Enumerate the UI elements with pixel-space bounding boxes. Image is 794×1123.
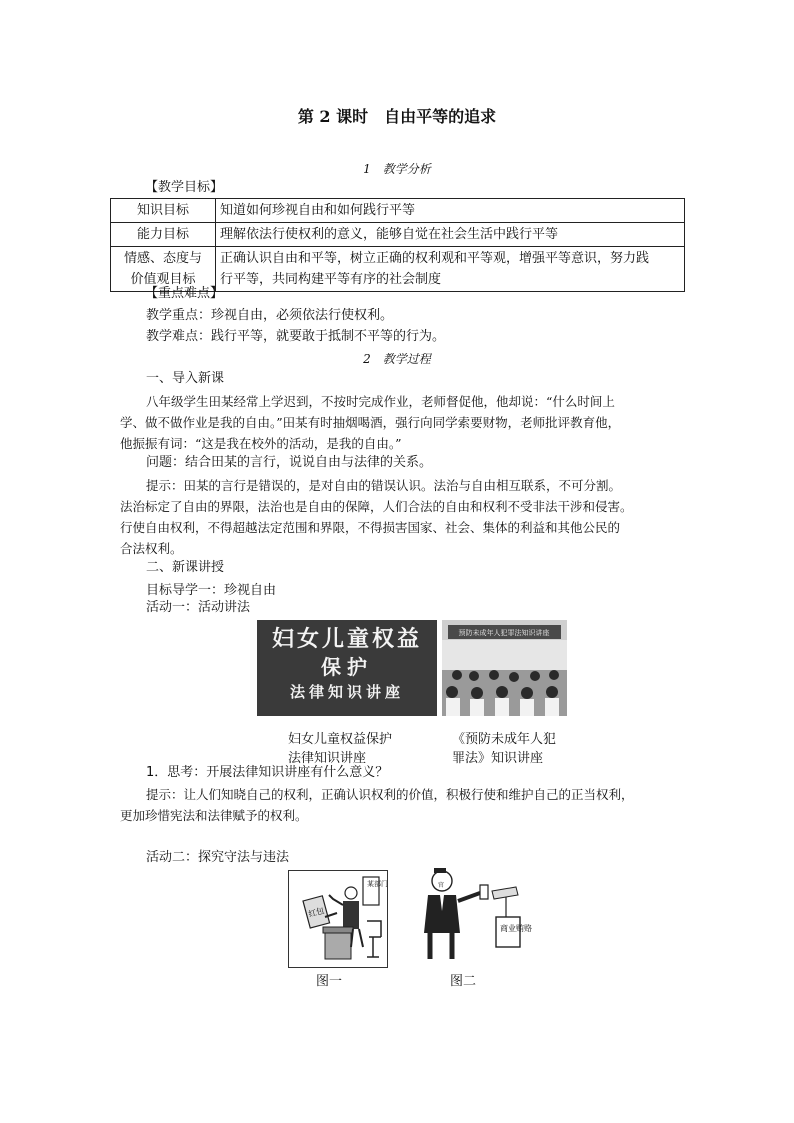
section-heading-process: 2 教学过程 [363,352,431,366]
hint-line: 行使自由权利，不得超越法定范围和界限，不得损害国家、社会、集体的利益和其他公民的 [120,520,621,535]
goal-key: 知识目标 [111,199,216,223]
hint-line: 更加珍惜宪法和法律赋予的权利。 [120,808,308,823]
hint-line: 提示：让人们知晓自己的权利，正确认识权利的价值，积极行使和维护自己的正当权利， [146,787,634,802]
part1-heading: 一、导入新课 [146,371,225,386]
goal-key-line: 价值观目标 [130,272,196,287]
hint-line: 法治标定了自由的界限，法治也是自由的保障，人们合法的自由和权利不受非法干涉和侵害。 [120,499,633,514]
page-title: 第 2 课时 自由平等的追求 [297,107,497,126]
caption-fig1: 图一 [316,974,343,989]
bribe-tag-label: 商业贿赂 [500,924,532,933]
think-question-1: 1．思考：开展法律知识讲座有什么意义？ [146,765,389,780]
question: 问题：结合田某的言行，说说自由与法律的关系。 [146,455,433,470]
lecture-poster-image [257,620,437,716]
cartoon-refuse-red-envelope [288,870,388,968]
dept-sign-label: 某部门 [367,880,387,888]
cartoon-fig2 [420,865,535,965]
activity-1: 活动一：活动讲法 [146,600,251,615]
red-envelope-label: 红包 [307,906,326,919]
activity-2: 活动二：探究守法与违法 [146,850,290,865]
hint-paragraph [120,475,676,559]
story-line: 八年级学生田某经常上学迟到，不按时完成作业，老师督促他，他却说：“什么时间上 [146,394,615,409]
cartoon-refuse-bribe [420,865,535,965]
goal-value [216,247,685,292]
lecture-photo-image [442,620,567,716]
teaching-goals-table [110,198,685,292]
difficult-point: 教学难点：践行平等，就要敢于抵制不平等的行为。 [146,329,446,344]
hint2-paragraph [120,784,676,826]
poster-line: 法律知识讲座 [289,683,404,701]
story-paragraph [120,391,676,454]
cartoon-fig1 [289,871,387,967]
section-heading-analysis: 1 教学分析 [363,162,431,176]
guide-objective-1: 目标导学一：珍视自由 [146,583,277,598]
caption-line: 罪法》知识讲座 [452,751,544,766]
goal-value: 知道如何珍视自由和如何践行平等 [216,199,685,223]
story-line: 他振振有词：“这是我在校外的活动，是我的自由。” [120,436,402,451]
hint-line: 提示：田某的言行是错误的，是对自由的错误认识。法治与自由相互联系，不可分割。 [146,478,622,493]
goal-key: 能力目标 [111,223,216,247]
photo-banner-text: 预防未成年人犯罪法知识讲座 [458,629,550,637]
goal-value-line: 行平等，共同构建平等有序的社会制度 [220,272,442,287]
goal-value: 理解依法行使权利的意义，能够自觉在社会生活中践行平等 [216,223,685,247]
part2-heading: 二、新课讲授 [146,560,225,575]
table-row [111,223,685,247]
caption-fig2: 图二 [450,974,477,989]
poster-line: 保护 [321,655,373,679]
goal-value-line: 正确认识自由和平等，树立正确的权利观和平等观，增强平等意识，努力践 [220,251,650,266]
poster-line: 妇女儿童权益 [271,627,422,652]
bribe-tag-text [500,923,532,933]
key-points-heading: 【重点难点】 [145,286,224,301]
caption-line: 法律知识讲座 [288,751,367,766]
official-badge-text: 官 [438,882,445,889]
key-point: 教学重点：珍视自由，必须依法行使权利。 [146,308,394,323]
goal-key-line: 情感、态度与 [123,251,202,266]
caption-photo [452,730,556,768]
teaching-goals-heading: 【教学目标】 [145,180,224,195]
dept-sign-text [367,879,387,888]
story-line: 学、做不做作业是我的自由。”田某有时抽烟喝酒，强行向同学索要财物，老师批评教育他， [120,415,621,430]
caption-line: 妇女儿童权益保护 [288,732,393,747]
audience-photo [442,620,567,716]
hint-line: 合法权利。 [120,541,183,556]
table-row [111,199,685,223]
caption-line: 《预防未成年人犯 [452,732,557,747]
